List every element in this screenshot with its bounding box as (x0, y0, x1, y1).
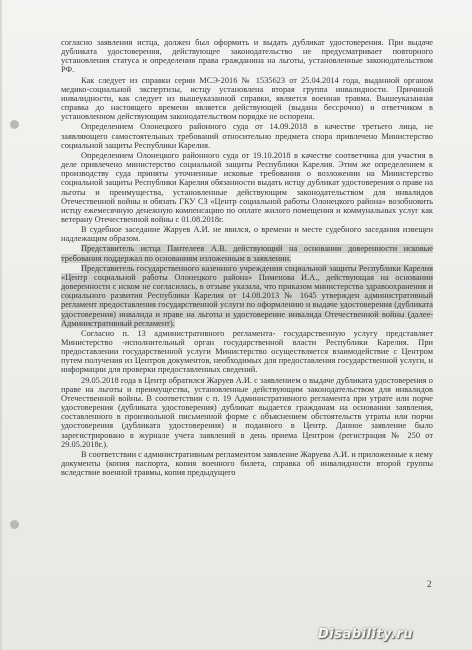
paragraph: В соответствии с административным регламентом заявление Жаруева А.И. и приложенные к нему документы (копия паспорта, копия военного билета, справка об инвалидности второй группы вследствие военной травмы, копия предыдущего (61, 449, 433, 478)
paragraph (61, 244, 433, 262)
paragraph: Согласно п. 13 административного регламента- государственную услугу представляет Министерство -исполнительный орган государственной власти Республики Карелия. При предоставлении государственной услуги Министерство осуществляется взаимодействие с Центром путем получения из Центров документов, необходимых для предоставления государственной услуги, и информации для проверки предоставленных сведений. (61, 328, 433, 375)
highlighted-text: Представитель государственного казенного учреждения социальной защиты Республики Карелия «Центр социальной работы Олонецкого района» Пименова И.А., действующая на основании доверенности с иском не согласилась, в отзыве указала, что приказом министерства здравоохранения и социального развития Республики Карелия от 14.08.2013 № 1645 утвержден административный регламент предоставления государственной услуги по оформлению и выдаче удостоверения (дубликата удостоверения) инвалида и праве на льготы и удостоверение инвалида Отечественной войны (далее- Административный регламент). (61, 263, 433, 328)
paragraph: согласно заявления истца, должен был оформить и выдать дубликат удостоверения. При выдаче дубликата удостоверения, действующее законодательство не предусматривает повторного установления статуса и определения права гражданина на льготы, установленные законодательством РФ. (61, 38, 433, 75)
paragraph: Определением Олонецкого районного суда от 14.09.2018 в качестве третьего лица, не заявляющего самостоятельных требований относительно предмета спора привлечено Министерство социальной защиты Республики Карелия. (61, 122, 433, 150)
paragraph: Определением Олонецкого районного суда от 19.10.2018 в качестве соответчика для участия в деле привлечено министерство социальной защиты Республики Карелия. Этим же определением к производству суда приняты уточненные исковые требования о возложении на Министерство социальной защиты Республики Карелия обязанности выдать истцу дубликат удостоверения о праве на льготы и преимущества, установленные действующим законодательством для инвалидов Отечественной войны и обязать ГКУ СЗ «Центр социальной работы Олонецкого района» возобновить истцу ежемесячную денежную компенсацию по оплате жилого помещения и коммунальных услуг как ветерану Отечественной войны с 01.08.2018г. (61, 150, 433, 224)
document-body (61, 38, 433, 478)
page-number: 2 (427, 579, 432, 589)
site-watermark: Disability.ru (318, 627, 414, 642)
paragraph: Как следует из справки серии МСЭ-2016 № 1535623 от 25.04.2014 года, выданной органом медико-социальной экспертизы, истцу установлена вторая группа инвалидности. Причиной инвалидности, как следует из вышеуказанной справки, является военная травма. Вышеуказанная справка до настоящего времени является действующей (выдана бессрочно) и ответчиком в установленном действующим законодательством порядке не оспорена. (61, 75, 433, 122)
punch-hole (10, 120, 19, 129)
paragraph: В судебное заседание Жаруев А.И. не явился, о времени и месте судебного заседания извещен надлежащим образом. (61, 225, 433, 244)
punch-hole (10, 520, 19, 529)
paragraph (61, 264, 433, 328)
highlighted-text: Представитель истца Пантелеев А.В. действующий на основании доверенности исковые требования поддержал по основаниям изложенным в заявлении. (61, 244, 433, 263)
paragraph: 29.05.2018 года в Центр обратился Жаруев А.И. с заявлением о выдаче дубликата удостоверения о праве на льготы и преимущества, установленные действующим законодательством для инвалидов Отечественной войны. В соответствии с п. 19 Административного регламента при утрате или порче удостоверения (дубликата удостоверения) дубликат выдается гражданам на основании заявления, составленного в произвольной письменной форме с объяснением обстоятельств утраты или порчи удостоверения (дубликата удостоверения) и поданного в Центр. Данное заявление было зарегистрировано в журнале учета заявлений в день приема Центром (регистрация № 250 от 29.05.2018г.). (61, 375, 433, 449)
